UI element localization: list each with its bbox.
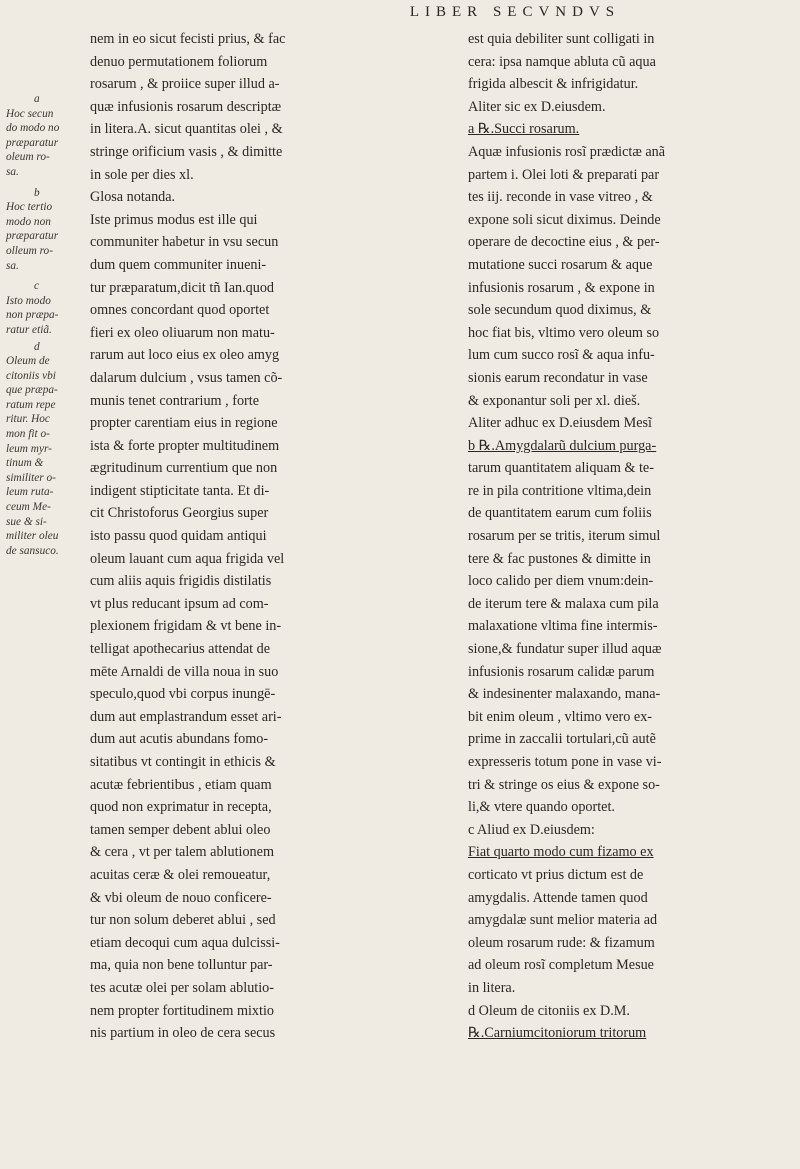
margin-note-d	[6, 340, 70, 559]
margin-note-letter: d	[34, 340, 40, 353]
text-line: nem in eo sicut fecisti prius, & fac	[90, 31, 286, 47]
margin-note-line: tinum &	[6, 457, 44, 470]
margin-note-line: modo non	[6, 215, 51, 228]
margin-note-line: que præpa-	[6, 384, 58, 397]
text-line: corticato vt prius dictum est de	[468, 866, 644, 883]
margin-note-line: leum ruta-	[6, 486, 54, 499]
text-line: est quia debiliter sunt colligati in	[468, 31, 655, 47]
text-line: acuitas ceræ & olei remoueatur,	[90, 866, 271, 883]
text-line: Aquæ infusionis rosĩ prædictæ anã	[468, 143, 666, 160]
text-line: indigent stipticitate tanta. Et di-	[90, 482, 270, 499]
text-line: ista & forte propter multitudinem	[90, 437, 280, 454]
text-line: omnes concordant quod oportet	[90, 302, 270, 319]
margin-note-line: Oleum de	[6, 355, 50, 368]
text-line: operare de decoctine eius , & per-	[468, 234, 660, 251]
margin-note-line: præparatur	[6, 136, 59, 149]
text-line: bit enim oleum , vltimo vero ex-	[468, 708, 653, 725]
text-line: speculo,quod vbi corpus inungē-	[90, 686, 276, 703]
margin-note-line: de sansuco.	[6, 544, 59, 557]
margin-note-line: similiter o-	[6, 471, 56, 484]
margin-note-c	[6, 279, 70, 337]
text-line: & cera , vt per talem ablutionem	[90, 844, 274, 861]
text-line: ægritudinum currentium que non	[90, 460, 278, 477]
text-line: tur non solum deberet ablui , sed	[90, 912, 276, 929]
margin-note-line: ratur etiã.	[6, 323, 52, 336]
text-line: a ℞.Succi rosarum.	[468, 121, 580, 138]
margin-note-letter: a	[34, 93, 40, 105]
margin-note-line: Isto modo	[6, 294, 51, 307]
text-line: d Oleum de citoniis ex D.M.	[468, 1002, 630, 1019]
margin-note-line: Hoc tertio	[6, 201, 53, 214]
margin-note-line: sa.	[6, 165, 19, 178]
text-line: Iste primus modus est ille qui	[90, 211, 258, 228]
running-title: LIBER SECVNDVS	[409, 4, 621, 20]
text-line: dalarum dulcium , vsus tamen cõ-	[90, 369, 283, 386]
text-line: & exponantur soli per xl. dieš.	[468, 392, 641, 409]
text-line: in sole per dies xl.	[90, 166, 194, 183]
margin-note-letter: b	[34, 186, 40, 199]
text-line: quod non exprimatur in recepta,	[90, 799, 272, 816]
left-text-column	[90, 28, 415, 1045]
text-line: tes acutæ olei per solam ablutio-	[90, 979, 274, 996]
text-line: cit Christoforus Georgius super	[90, 505, 269, 522]
text-line: oleum lauant cum aqua frigida vel	[90, 550, 285, 567]
margin-note-line: ratum repe	[6, 398, 56, 411]
text-line: amygdalis. Attende tamen quod	[468, 889, 648, 906]
text-line: malaxatione vltima fine intermis-	[468, 618, 658, 635]
text-line: rosarum per se tritis, iterum simul	[468, 528, 661, 545]
text-line: ad oleum rosĩ completum Mesue	[468, 957, 654, 974]
text-line: nem propter fortitudinem mixtio	[90, 1002, 275, 1019]
text-line: b ℞.Amygdalarũ dulcium purga-	[468, 437, 657, 454]
text-line: ma, quia non bene tolluntur par-	[90, 957, 273, 974]
margin-note-letter: c	[34, 280, 40, 293]
margin-note-line: ceum Me-	[6, 501, 51, 514]
text-line: ℞.Carniumcitoniorum tritorum	[468, 1025, 647, 1042]
text-line: sione,& fundatur super illud aquæ	[468, 641, 662, 658]
text-line: infusionis rosarum , & expone in	[468, 279, 655, 296]
text-line: sitatibus vt contingit in ethicis &	[90, 754, 276, 770]
text-line: mutatione succi rosarum & aque	[468, 256, 653, 273]
text-line: infusionis rosarum calidæ parum	[468, 663, 655, 680]
text-line: re in pila contritione vltima,dein	[468, 482, 652, 499]
margin-note-line: ritur. Hoc	[6, 413, 50, 426]
text-line: tri & stringe os eius & expone so-	[468, 776, 660, 793]
text-line: cum aliis aquis frigidis distilatis	[90, 573, 272, 590]
text-line: expresseris totum pone in vase vi-	[468, 754, 662, 770]
running-header	[0, 4, 800, 26]
margin-notes	[6, 60, 70, 558]
text-line: & vbi oleum de nouo conficere-	[90, 889, 272, 906]
margin-note-line: præparatur	[6, 230, 59, 243]
margin-note-a	[6, 92, 70, 180]
text-line: loco calido per diem vnum:dein-	[468, 573, 654, 590]
text-line: expone soli sicut diximus. Deinde	[468, 211, 661, 228]
text-line: in litera.	[468, 979, 516, 996]
text-line: rosarum , & proiice super illud a-	[90, 76, 280, 93]
text-line: denuo permutationem foliorum	[90, 53, 268, 70]
text-line: rarum aut loco eius ex oleo amyg	[90, 347, 280, 364]
margin-note-line: militer oleu	[6, 530, 59, 543]
text-line: & indesinenter malaxando, mana-	[468, 686, 661, 703]
text-line: partem i. Olei loti & preparati par	[468, 166, 660, 183]
text-line: frigida albescit & infrigidatur.	[468, 76, 639, 93]
margin-note-b	[6, 186, 70, 274]
text-line: stringe orificium vasis , & dimitte	[90, 143, 283, 160]
text-line: tamen semper debent ablui oleo	[90, 821, 271, 838]
text-line: munis tenet contrarium , forte	[90, 392, 260, 409]
text-line: tur præparatum,dicit tñ Ian.quod	[90, 279, 275, 296]
text-line: fieri ex oleo oliuarum non matu-	[90, 324, 275, 341]
margin-note-line: olleum ro-	[6, 244, 53, 257]
text-line: communiter habetur in vsu secun	[90, 234, 279, 251]
text-line: telligat apothecarius attendat de	[90, 641, 271, 658]
text-line: de quantitatem earum cum foliis	[468, 505, 652, 522]
text-line: etiam decoqui cum aqua dulcissi-	[90, 934, 280, 951]
text-line: li,& vtere quando oportet.	[468, 799, 615, 816]
text-line: lum cum succo rosĩ & aqua infu-	[468, 347, 655, 364]
margin-note-line: Hoc secun	[6, 107, 54, 120]
text-line: Fiat quarto modo cum fizamo ex	[468, 844, 654, 861]
margin-note-line: oleum ro-	[6, 151, 50, 164]
text-line: vt plus reducant ipsum ad com-	[90, 595, 269, 612]
text-line: dum quem communiter inueni-	[90, 256, 267, 273]
text-line: tes iij. reconde in vase vitreo , &	[468, 189, 653, 206]
text-line: mēte Arnaldi de villa noua in suo	[90, 663, 279, 680]
margin-note-line: mon fit o-	[6, 428, 50, 441]
margin-note-line: sa.	[6, 259, 19, 272]
text-line: dum aut acutis abundans fomo-	[90, 731, 269, 748]
margin-note-line: do modo no	[6, 122, 60, 135]
text-line: sionis earum recondatur in vase	[468, 369, 648, 386]
text-line: hoc fiat bis, vltimo vero oleum so	[468, 324, 660, 341]
right-text-column	[468, 28, 798, 1045]
text-line: Aliter sic ex D.eiusdem.	[468, 98, 606, 115]
text-line: c Aliud ex D.eiusdem:	[468, 821, 595, 838]
text-line: prime in zaccalii tortulari,cũ autẽ	[468, 731, 656, 748]
text-line: Aliter adhuc ex D.eiusdem Mesĩ	[468, 415, 652, 432]
margin-note-line: non præpa-	[6, 309, 59, 322]
text-line: nis partium in oleo de cera secus	[90, 1025, 276, 1042]
text-line: propter carentiam eius in regione	[90, 415, 278, 432]
text-line: oleum rosarum rude: & fizamum	[468, 934, 655, 951]
text-line: plexionem frigidam & vt bene in-	[90, 618, 282, 635]
text-line: amygdalæ sunt melior materia ad	[468, 912, 658, 929]
margin-note-line: sue & si-	[6, 515, 47, 528]
text-line: dum aut emplastrandum esset ari-	[90, 708, 282, 725]
text-line: cera: ipsa namque abluta cũ aqua	[468, 53, 656, 70]
margin-note-line: citoniis vbi	[6, 369, 56, 382]
text-line: tere & fac pustones & dimitte in	[468, 550, 651, 567]
text-line: sole secundum quod diximus, &	[468, 302, 652, 319]
text-line: tarum quantitatem aliquam & te-	[468, 460, 654, 477]
margin-note-line: leum myr-	[6, 442, 52, 455]
text-line: acutæ febrientibus , etiam quam	[90, 776, 272, 793]
text-line: quæ infusionis rosarum descriptæ	[90, 98, 282, 115]
text-line: Glosa notanda.	[90, 189, 176, 206]
text-line: de iterum tere & malaxa cum pila	[468, 595, 659, 612]
text-line: isto passu quod quidam antiqui	[90, 528, 267, 545]
text-line: in litera.A. sicut quantitas olei , &	[90, 121, 283, 138]
